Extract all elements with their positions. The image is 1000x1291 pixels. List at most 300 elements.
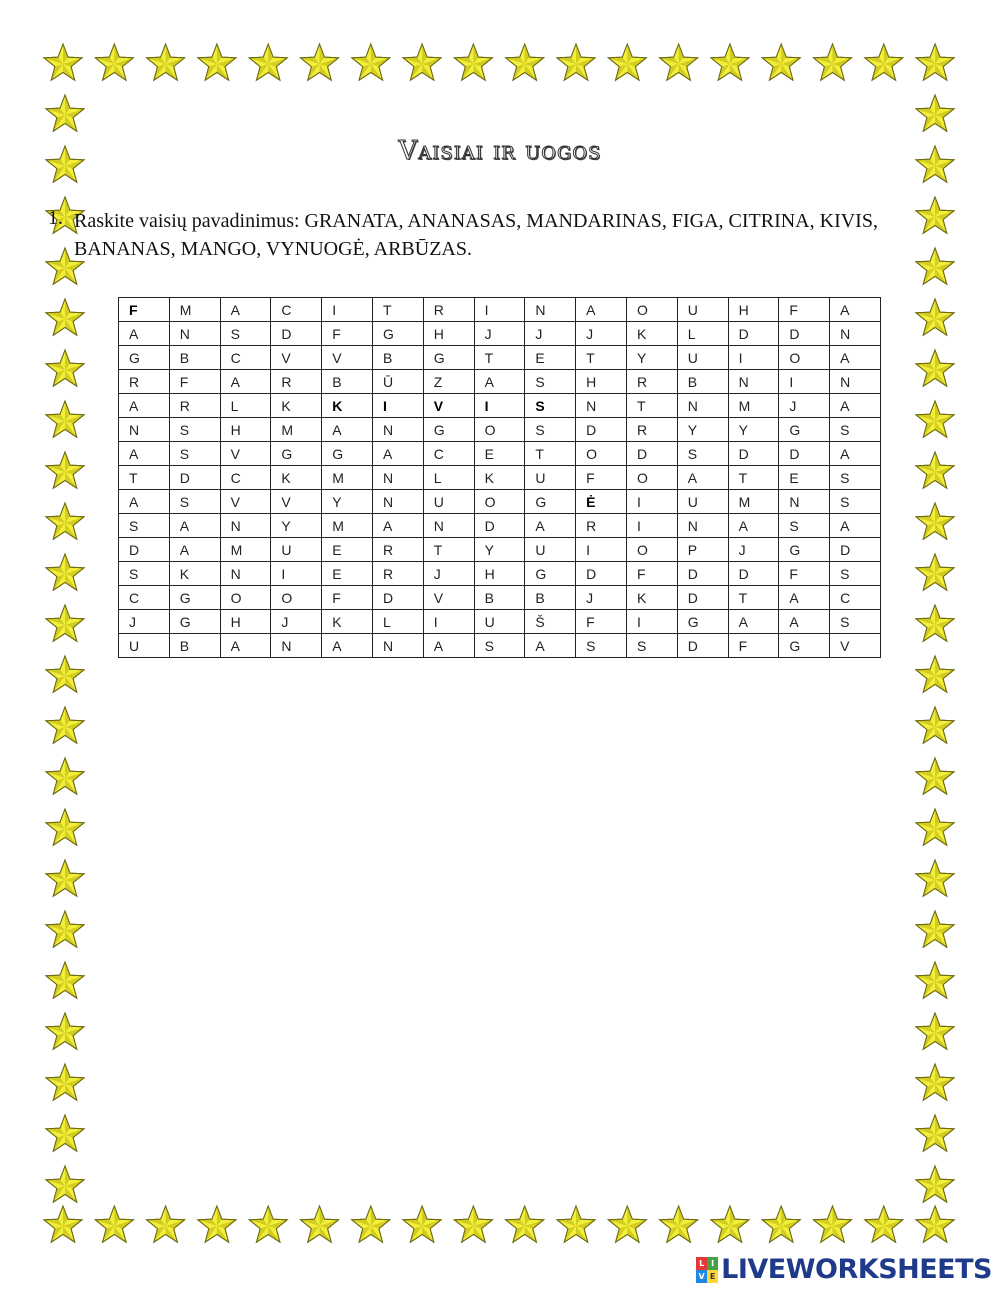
grid-cell: N bbox=[372, 466, 423, 490]
grid-cell: I bbox=[423, 610, 474, 634]
star-icon bbox=[46, 605, 84, 641]
grid-cell: S bbox=[830, 610, 881, 634]
grid-cell: I bbox=[728, 346, 779, 370]
grid-cell: N bbox=[830, 322, 881, 346]
grid-cell: V bbox=[220, 490, 271, 514]
grid-cell: A bbox=[322, 418, 373, 442]
grid-cell: E bbox=[779, 466, 830, 490]
grid-cell: T bbox=[525, 442, 576, 466]
grid-cell: Y bbox=[474, 538, 525, 562]
star-icon bbox=[762, 1206, 800, 1242]
grid-cell: N bbox=[220, 514, 271, 538]
grid-cell: U bbox=[423, 490, 474, 514]
grid-cell: N bbox=[677, 394, 728, 418]
grid-row bbox=[119, 442, 881, 466]
grid-cell: F bbox=[728, 634, 779, 658]
grid-cell: K bbox=[626, 586, 677, 610]
grid-cell: T bbox=[728, 466, 779, 490]
grid-cell: S bbox=[525, 370, 576, 394]
star-icon bbox=[352, 44, 390, 80]
star-icon bbox=[44, 1206, 82, 1242]
star-icon bbox=[762, 44, 800, 80]
star-icon bbox=[916, 299, 954, 335]
star-icon bbox=[813, 44, 851, 80]
star-icon bbox=[147, 1206, 185, 1242]
grid-cell: E bbox=[474, 442, 525, 466]
grid-cell: A bbox=[779, 610, 830, 634]
grid-row bbox=[119, 610, 881, 634]
grid-cell: I bbox=[626, 514, 677, 538]
grid-row bbox=[119, 562, 881, 586]
grid-cell: V bbox=[271, 490, 322, 514]
star-icon bbox=[916, 503, 954, 539]
grid-cell: T bbox=[576, 346, 627, 370]
star-icon bbox=[403, 1206, 441, 1242]
grid-row bbox=[119, 346, 881, 370]
grid-cell: R bbox=[271, 370, 322, 394]
grid-cell: S bbox=[119, 514, 170, 538]
grid-cell: K bbox=[626, 322, 677, 346]
grid-cell: S bbox=[830, 490, 881, 514]
grid-cell: J bbox=[474, 322, 525, 346]
grid-cell: N bbox=[423, 514, 474, 538]
star-icon bbox=[46, 503, 84, 539]
grid-cell: Š bbox=[525, 610, 576, 634]
grid-cell: C bbox=[423, 442, 474, 466]
grid-cell: Y bbox=[322, 490, 373, 514]
grid-cell: I bbox=[271, 562, 322, 586]
logo-icon-letter: L bbox=[696, 1257, 707, 1270]
grid-cell: H bbox=[423, 322, 474, 346]
grid-cell: A bbox=[830, 346, 881, 370]
grid-cell: K bbox=[169, 562, 220, 586]
star-icon bbox=[916, 605, 954, 641]
grid-cell: N bbox=[525, 298, 576, 322]
star-icon bbox=[916, 1013, 954, 1049]
logo-icon-letter: I bbox=[707, 1257, 718, 1270]
grid-cell: A bbox=[322, 634, 373, 658]
grid-cell: M bbox=[271, 418, 322, 442]
star-icon bbox=[198, 44, 236, 80]
star-icon bbox=[916, 656, 954, 692]
grid-cell: U bbox=[271, 538, 322, 562]
grid-row bbox=[119, 466, 881, 490]
grid-row bbox=[119, 298, 881, 322]
grid-cell: O bbox=[576, 442, 627, 466]
star-icon bbox=[557, 44, 595, 80]
grid-cell: D bbox=[677, 634, 728, 658]
grid-cell: U bbox=[119, 634, 170, 658]
grid-cell: V bbox=[830, 634, 881, 658]
grid-cell: A bbox=[220, 370, 271, 394]
grid-cell: A bbox=[119, 394, 170, 418]
grid-cell: A bbox=[119, 490, 170, 514]
star-icon bbox=[916, 1115, 954, 1151]
grid-cell: K bbox=[271, 394, 322, 418]
grid-cell: U bbox=[474, 610, 525, 634]
grid-cell: L bbox=[677, 322, 728, 346]
grid-cell: G bbox=[525, 490, 576, 514]
grid-cell: R bbox=[626, 418, 677, 442]
grid-cell: D bbox=[779, 442, 830, 466]
grid-cell: F bbox=[779, 562, 830, 586]
star-icon bbox=[608, 1206, 646, 1242]
grid-cell: A bbox=[423, 634, 474, 658]
star-icon bbox=[46, 1166, 84, 1202]
grid-cell: M bbox=[169, 298, 220, 322]
grid-cell: E bbox=[525, 346, 576, 370]
star-icon bbox=[46, 809, 84, 845]
grid-cell: U bbox=[525, 538, 576, 562]
grid-cell: P bbox=[677, 538, 728, 562]
grid-cell: C bbox=[220, 466, 271, 490]
grid-cell: A bbox=[525, 514, 576, 538]
grid-row bbox=[119, 490, 881, 514]
grid-cell: O bbox=[626, 538, 677, 562]
star-icon bbox=[506, 1206, 544, 1242]
grid-cell: G bbox=[271, 442, 322, 466]
grid-cell: I bbox=[322, 298, 373, 322]
grid-cell: V bbox=[423, 394, 474, 418]
grid-cell: D bbox=[779, 322, 830, 346]
star-icon bbox=[46, 452, 84, 488]
grid-cell: F bbox=[576, 610, 627, 634]
grid-cell: O bbox=[626, 298, 677, 322]
grid-row bbox=[119, 418, 881, 442]
grid-cell: H bbox=[220, 610, 271, 634]
worksheet-title: Vaisiai ir uogos bbox=[398, 136, 602, 166]
grid-cell: N bbox=[169, 322, 220, 346]
star-icon bbox=[249, 44, 287, 80]
grid-cell: J bbox=[576, 586, 627, 610]
task-number: 1. bbox=[48, 207, 63, 229]
grid-cell: D bbox=[169, 466, 220, 490]
grid-cell: S bbox=[220, 322, 271, 346]
star-icon bbox=[660, 1206, 698, 1242]
grid-cell: L bbox=[372, 610, 423, 634]
grid-cell: H bbox=[728, 298, 779, 322]
grid-row bbox=[119, 322, 881, 346]
grid-cell: G bbox=[677, 610, 728, 634]
star-icon bbox=[95, 1206, 133, 1242]
grid-cell: D bbox=[728, 442, 779, 466]
grid-cell: M bbox=[322, 514, 373, 538]
star-icon bbox=[916, 1206, 954, 1242]
star-icon bbox=[506, 44, 544, 80]
grid-cell: Y bbox=[626, 346, 677, 370]
grid-cell: A bbox=[576, 298, 627, 322]
grid-cell: O bbox=[779, 346, 830, 370]
grid-cell: I bbox=[779, 370, 830, 394]
logo-text: LIVEWORKSHEETS bbox=[721, 1254, 992, 1285]
grid-cell: D bbox=[728, 322, 779, 346]
star-icon bbox=[300, 1206, 338, 1242]
grid-cell: U bbox=[525, 466, 576, 490]
grid-cell: B bbox=[322, 370, 373, 394]
star-icon bbox=[95, 44, 133, 80]
grid-cell: A bbox=[372, 514, 423, 538]
star-icon bbox=[916, 962, 954, 998]
star-icon bbox=[557, 1206, 595, 1242]
grid-cell: A bbox=[830, 298, 881, 322]
liveworksheets-logo bbox=[696, 1254, 992, 1285]
star-icon bbox=[916, 401, 954, 437]
grid-cell: D bbox=[626, 442, 677, 466]
logo-icon bbox=[696, 1257, 718, 1283]
star-icon bbox=[46, 758, 84, 794]
star-icon bbox=[711, 1206, 749, 1242]
grid-cell: C bbox=[119, 586, 170, 610]
grid-cell: M bbox=[220, 538, 271, 562]
grid-cell: O bbox=[626, 466, 677, 490]
grid-cell: J bbox=[525, 322, 576, 346]
grid-cell: Y bbox=[728, 418, 779, 442]
grid-cell: D bbox=[271, 322, 322, 346]
star-icon bbox=[46, 299, 84, 335]
star-icon bbox=[916, 707, 954, 743]
grid-cell: S bbox=[119, 562, 170, 586]
grid-cell: S bbox=[779, 514, 830, 538]
grid-cell: G bbox=[779, 538, 830, 562]
grid-cell: A bbox=[474, 370, 525, 394]
grid-cell: J bbox=[423, 562, 474, 586]
star-icon bbox=[46, 1115, 84, 1151]
grid-cell: G bbox=[169, 610, 220, 634]
grid-cell: I bbox=[474, 298, 525, 322]
grid-cell: I bbox=[372, 394, 423, 418]
grid-cell: U bbox=[677, 490, 728, 514]
grid-cell: G bbox=[779, 418, 830, 442]
star-icon bbox=[46, 656, 84, 692]
grid-cell: F bbox=[576, 466, 627, 490]
star-icon bbox=[916, 911, 954, 947]
grid-cell: G bbox=[169, 586, 220, 610]
grid-cell: A bbox=[169, 538, 220, 562]
grid-cell: A bbox=[728, 514, 779, 538]
grid-cell: B bbox=[677, 370, 728, 394]
grid-cell: B bbox=[169, 346, 220, 370]
grid-cell: N bbox=[372, 634, 423, 658]
grid-cell: J bbox=[271, 610, 322, 634]
grid-cell: N bbox=[576, 394, 627, 418]
grid-cell: S bbox=[525, 418, 576, 442]
grid-cell: A bbox=[169, 514, 220, 538]
grid-cell: S bbox=[169, 490, 220, 514]
star-icon bbox=[46, 1064, 84, 1100]
grid-row bbox=[119, 538, 881, 562]
grid-cell: D bbox=[372, 586, 423, 610]
grid-cell: C bbox=[271, 298, 322, 322]
task-instruction: Raskite vaisių pavadinimus: GRANATA, ANANASAS, MANDARINAS, FIGA, CITRINA, KIVIS, BANANAS, MANGO, VYNUOGĖ, ARBŪZAS. bbox=[74, 210, 878, 260]
grid-cell: Z bbox=[423, 370, 474, 394]
grid-cell: U bbox=[677, 346, 728, 370]
grid-cell: K bbox=[322, 394, 373, 418]
grid-cell: F bbox=[626, 562, 677, 586]
grid-cell: O bbox=[474, 490, 525, 514]
grid-cell: M bbox=[728, 394, 779, 418]
star-icon bbox=[46, 962, 84, 998]
star-icon bbox=[813, 1206, 851, 1242]
star-icon bbox=[46, 1013, 84, 1049]
grid-cell: D bbox=[677, 586, 728, 610]
grid-cell: B bbox=[169, 634, 220, 658]
grid-cell: T bbox=[728, 586, 779, 610]
grid-cell: O bbox=[271, 586, 322, 610]
grid-cell: A bbox=[119, 322, 170, 346]
star-icon bbox=[46, 401, 84, 437]
grid-cell: R bbox=[372, 538, 423, 562]
grid-cell: F bbox=[779, 298, 830, 322]
grid-cell: D bbox=[677, 562, 728, 586]
grid-cell: K bbox=[271, 466, 322, 490]
star-icon bbox=[660, 44, 698, 80]
star-icon bbox=[608, 44, 646, 80]
grid-cell: E bbox=[322, 538, 373, 562]
grid-cell: J bbox=[779, 394, 830, 418]
grid-cell: V bbox=[322, 346, 373, 370]
grid-cell: H bbox=[576, 370, 627, 394]
grid-cell: R bbox=[626, 370, 677, 394]
grid-cell: G bbox=[423, 346, 474, 370]
grid-cell: D bbox=[474, 514, 525, 538]
grid-cell: H bbox=[474, 562, 525, 586]
star-icon bbox=[46, 911, 84, 947]
grid-cell: D bbox=[576, 562, 627, 586]
grid-cell: T bbox=[372, 298, 423, 322]
grid-row bbox=[119, 586, 881, 610]
star-icon bbox=[916, 809, 954, 845]
grid-cell: A bbox=[830, 514, 881, 538]
star-icon bbox=[147, 44, 185, 80]
star-icon bbox=[711, 44, 749, 80]
grid-cell: I bbox=[576, 538, 627, 562]
grid-cell: I bbox=[626, 610, 677, 634]
grid-cell: Y bbox=[677, 418, 728, 442]
grid-cell: B bbox=[525, 586, 576, 610]
grid-cell: G bbox=[372, 322, 423, 346]
grid-cell: S bbox=[525, 394, 576, 418]
grid-cell: S bbox=[576, 634, 627, 658]
grid-cell: A bbox=[677, 466, 728, 490]
grid-cell: B bbox=[372, 346, 423, 370]
grid-cell: O bbox=[220, 586, 271, 610]
grid-cell: A bbox=[830, 442, 881, 466]
grid-cell: D bbox=[119, 538, 170, 562]
grid-cell: K bbox=[474, 466, 525, 490]
star-icon bbox=[46, 350, 84, 386]
grid-cell: I bbox=[626, 490, 677, 514]
grid-cell: N bbox=[830, 370, 881, 394]
grid-cell: L bbox=[423, 466, 474, 490]
star-icon bbox=[46, 554, 84, 590]
grid-cell: Ū bbox=[372, 370, 423, 394]
grid-cell: S bbox=[830, 418, 881, 442]
grid-cell: N bbox=[372, 418, 423, 442]
grid-cell: E bbox=[322, 562, 373, 586]
star-icon bbox=[352, 1206, 390, 1242]
grid-cell: S bbox=[830, 466, 881, 490]
star-icon bbox=[454, 1206, 492, 1242]
logo-icon-letter: V bbox=[696, 1270, 707, 1283]
grid-cell: D bbox=[830, 538, 881, 562]
grid-row bbox=[119, 514, 881, 538]
grid-cell: M bbox=[728, 490, 779, 514]
star-icon bbox=[454, 44, 492, 80]
grid-row bbox=[119, 634, 881, 658]
grid-cell: R bbox=[423, 298, 474, 322]
star-icon bbox=[916, 95, 954, 131]
grid-cell: J bbox=[728, 538, 779, 562]
star-icon bbox=[300, 44, 338, 80]
grid-cell: R bbox=[119, 370, 170, 394]
star-icon bbox=[198, 1206, 236, 1242]
grid-cell: S bbox=[169, 442, 220, 466]
grid-cell: M bbox=[322, 466, 373, 490]
star-icon bbox=[865, 44, 903, 80]
star-icon bbox=[44, 44, 82, 80]
star-icon bbox=[403, 44, 441, 80]
grid-cell: F bbox=[169, 370, 220, 394]
grid-cell: N bbox=[779, 490, 830, 514]
logo-icon-letter: E bbox=[707, 1270, 718, 1283]
star-icon bbox=[916, 1166, 954, 1202]
grid-cell: S bbox=[169, 418, 220, 442]
star-icon bbox=[249, 1206, 287, 1242]
grid-row bbox=[119, 370, 881, 394]
grid-cell: C bbox=[220, 346, 271, 370]
grid-cell: A bbox=[830, 394, 881, 418]
grid-cell: F bbox=[322, 586, 373, 610]
star-icon bbox=[916, 860, 954, 896]
grid-cell: H bbox=[220, 418, 271, 442]
grid-row bbox=[119, 394, 881, 418]
grid-cell: C bbox=[830, 586, 881, 610]
grid-cell: A bbox=[779, 586, 830, 610]
grid-cell: G bbox=[423, 418, 474, 442]
grid-cell: S bbox=[830, 562, 881, 586]
star-icon bbox=[916, 350, 954, 386]
grid-cell: N bbox=[372, 490, 423, 514]
star-icon bbox=[916, 758, 954, 794]
grid-cell: S bbox=[626, 634, 677, 658]
grid-cell: I bbox=[474, 394, 525, 418]
grid-cell: D bbox=[576, 418, 627, 442]
grid-cell: A bbox=[728, 610, 779, 634]
grid-cell: D bbox=[728, 562, 779, 586]
grid-cell: G bbox=[322, 442, 373, 466]
grid-cell: A bbox=[220, 298, 271, 322]
grid-cell: V bbox=[220, 442, 271, 466]
grid-cell: N bbox=[677, 514, 728, 538]
word-search-grid bbox=[118, 297, 881, 658]
grid-cell: A bbox=[119, 442, 170, 466]
grid-cell: L bbox=[220, 394, 271, 418]
star-icon bbox=[46, 95, 84, 131]
grid-cell: G bbox=[119, 346, 170, 370]
grid-cell: S bbox=[474, 634, 525, 658]
star-icon bbox=[916, 452, 954, 488]
grid-cell: K bbox=[322, 610, 373, 634]
grid-cell: G bbox=[779, 634, 830, 658]
grid-cell: F bbox=[322, 322, 373, 346]
star-icon bbox=[46, 707, 84, 743]
grid-cell: Ė bbox=[576, 490, 627, 514]
grid-cell: S bbox=[677, 442, 728, 466]
star-icon bbox=[916, 44, 954, 80]
star-icon bbox=[46, 860, 84, 896]
grid-cell: N bbox=[271, 634, 322, 658]
star-icon bbox=[916, 554, 954, 590]
